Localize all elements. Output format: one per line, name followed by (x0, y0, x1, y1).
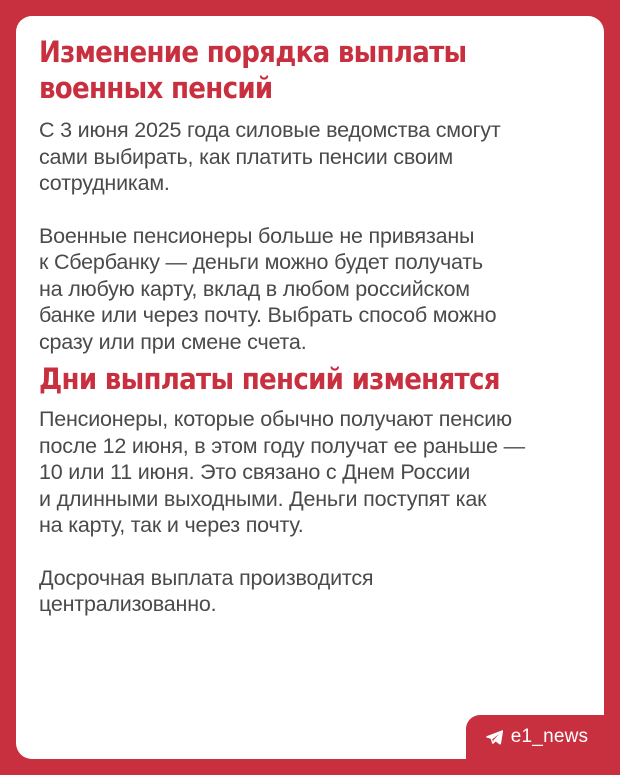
text-line: С 3 июня 2025 года силовые ведомства смогут (39, 118, 501, 142)
text-line: к Сбербанку — деньги можно будет получать (39, 250, 483, 274)
section-heading-military-pensions (39, 34, 526, 106)
text-line: на любую карту, вклад в любом российском (39, 276, 470, 301)
text-line: на карту, так и через почту. (39, 513, 304, 537)
text-line: банке или через почту. Выбрать способ можно (39, 303, 497, 327)
heading-line: Изменение порядка выплаты (39, 35, 467, 69)
channel-tag[interactable] (466, 715, 604, 759)
text-line: Пенсионеры, которые обычно получают пенсию (39, 407, 512, 431)
text-line: 10 или 11 июня. Это связано с Днем России (39, 460, 471, 484)
text-line: сами выбирать, как платить пенсии своим (39, 144, 453, 169)
text-line: Военные пенсионеры больше не привязаны (39, 223, 475, 248)
channel-handle: e1_news (510, 726, 589, 747)
heading-line: военных пенсий (39, 71, 273, 105)
section-heading-payment-days (39, 361, 526, 397)
paragraph-not-tied-to-sberbank (39, 223, 580, 356)
text-line: централизованно. (39, 592, 217, 616)
text-line: Досрочная выплата производится (39, 565, 374, 590)
text-line: сразу или при смене счета. (39, 329, 307, 354)
telegram-icon (486, 730, 503, 745)
article-card (16, 16, 604, 759)
paragraph-payment-dates (39, 406, 580, 539)
heading-line: Дни выплаты пенсий изменятся (39, 362, 500, 396)
text-line: сотрудникам. (39, 171, 170, 195)
paragraph-early-payment (39, 565, 580, 618)
paragraph-agencies-choose (39, 117, 580, 197)
text-line: после 12 июня, в этом году получат ее раньше — (39, 433, 525, 458)
text-line: и длинными выходными. Деньги поступят как (39, 486, 487, 511)
